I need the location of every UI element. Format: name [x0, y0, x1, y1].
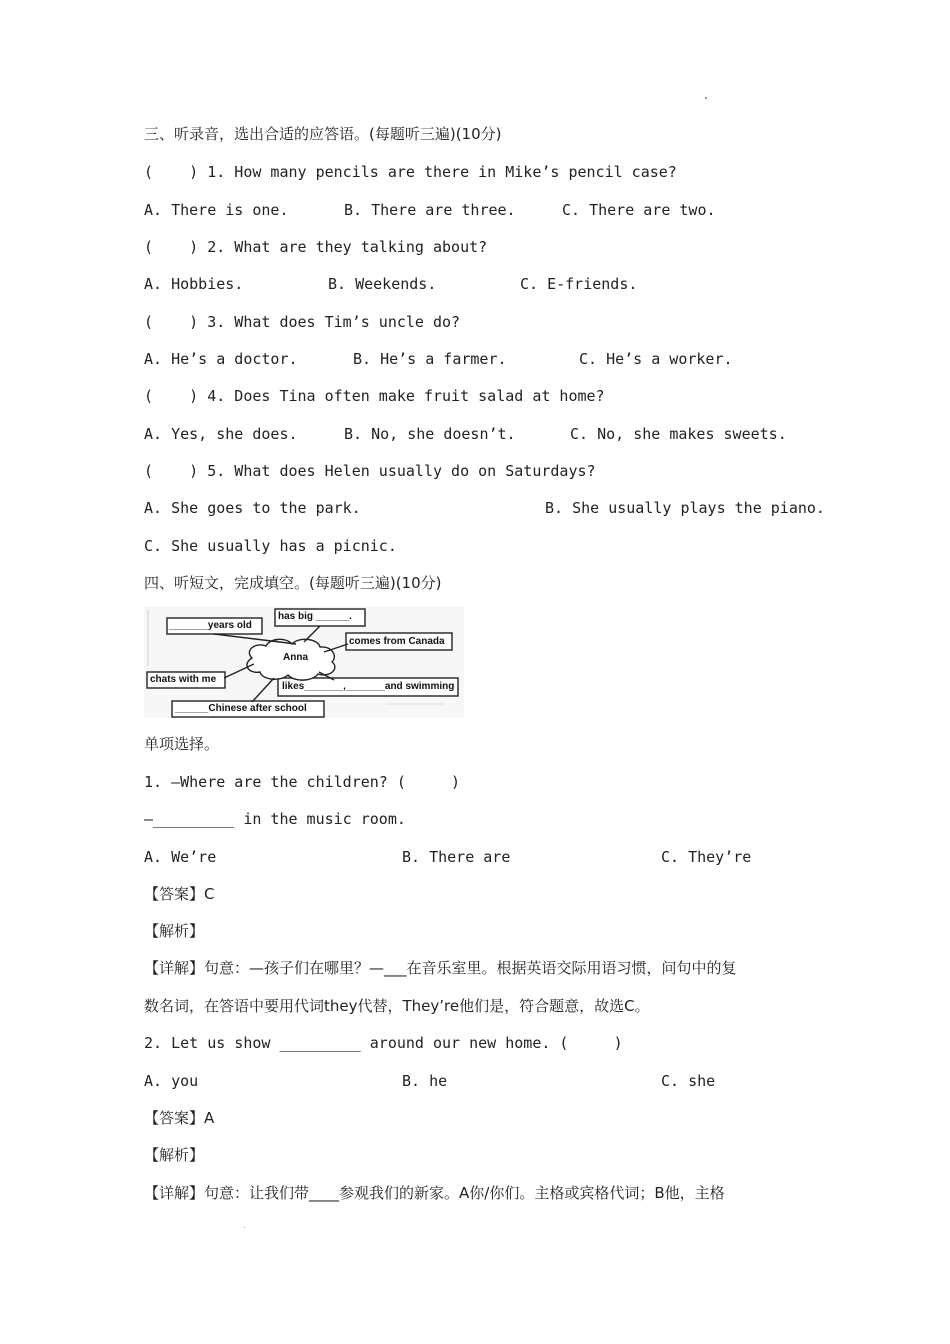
- q5-option-c: C. She usually has a picnic.: [144, 537, 397, 555]
- q1-option-c: C. There are two.: [562, 201, 716, 219]
- sc-q2-stem: 2. Let us show _________ around our new home. ( ): [144, 1034, 623, 1052]
- section4-heading: 四、听短文，完成填空。(每题听三遍)(10分): [144, 574, 442, 592]
- sc-q1-option-a: A. We’re: [144, 848, 217, 866]
- section3-heading: 三、听录音，选出合适的应答语。(每题听三遍)(10分): [144, 125, 502, 143]
- q2-option-b: B. Weekends.: [328, 275, 437, 293]
- sc-q2-option-c: C. she: [661, 1072, 716, 1090]
- q3-stem: ( ) 3. What does Tim’s uncle do?: [144, 313, 461, 331]
- sc-q2-detail-line1: 【详解】句意：让我们带____参观我们的新家。A你/你们。主格或宾格代词；B他，主格: [144, 1184, 725, 1202]
- sc-q1-detail-line1: 【详解】句意：—孩子们在哪里？—___在音乐室里。根据英语交际用语习惯，问句中的复: [144, 959, 737, 977]
- diagram-chats: chats with me: [150, 674, 217, 685]
- q3-option-b: B. He’s a farmer.: [353, 350, 507, 368]
- q2-stem: ( ) 2. What are they talking about?: [144, 238, 488, 256]
- q2-option-c: C. E-friends.: [520, 275, 638, 293]
- sc-q1-blank-line: —_________ in the music room.: [144, 810, 406, 828]
- diagram-comes-from: comes from Canada: [349, 636, 445, 647]
- q4-option-a: A. Yes, she does.: [144, 425, 298, 443]
- q5-option-b: B. She usually plays the piano.: [545, 499, 825, 517]
- diagram-has-big: has big ______.: [278, 611, 352, 622]
- q4-stem: ( ) 4. Does Tina often make fruit salad at home?: [144, 387, 605, 405]
- scan-speck: [705, 97, 707, 99]
- sc-q1-option-b: B. There are: [402, 848, 511, 866]
- sc-q1-detail-line2: 数名词，在答语中要用代词they代替，They’re他们是，符合题意，故选C。: [144, 997, 650, 1015]
- q4-option-b: B. No, she doesn’t.: [344, 425, 516, 443]
- diagram-years-old: _______years old: [169, 620, 252, 631]
- scan-speck: [244, 1227, 245, 1228]
- sc-q2-option-b: B. he: [402, 1072, 448, 1090]
- sc-q2-analysis: 【解析】: [144, 1146, 205, 1164]
- q5-stem: ( ) 5. What does Helen usually do on Saturdays?: [144, 462, 596, 480]
- q3-option-a: A. He’s a doctor.: [144, 350, 298, 368]
- q1-option-b: B. There are three.: [344, 201, 516, 219]
- q1-option-a: A. There is one.: [144, 201, 289, 219]
- q5-option-a: A. She goes to the park.: [144, 499, 361, 517]
- sc-q2-answer: 【答案】A: [144, 1109, 215, 1127]
- q4-option-c: C. No, she makes sweets.: [570, 425, 787, 443]
- q1-stem: ( ) 1. How many pencils are there in Mike’s pencil case?: [144, 163, 677, 181]
- sc-q1-option-c: C. They’re: [661, 848, 752, 866]
- sc-q1-analysis: 【解析】: [144, 922, 205, 940]
- diagram-likes: likes_______,_______and swimming: [282, 681, 455, 692]
- sc-q2-option-a: A. you: [144, 1072, 199, 1090]
- single-choice-heading: 单项选择。: [144, 735, 220, 753]
- mind-map-diagram: [144, 606, 464, 718]
- sc-q1-stem: 1. —Where are the children? ( ): [144, 773, 461, 791]
- q2-option-a: A. Hobbies.: [144, 275, 244, 293]
- sc-q1-answer: 【答案】C: [144, 885, 215, 903]
- diagram-center: Anna: [283, 652, 308, 663]
- q3-option-c: C. He’s a worker.: [579, 350, 733, 368]
- diagram-chinese: ______Chinese after school: [175, 703, 307, 714]
